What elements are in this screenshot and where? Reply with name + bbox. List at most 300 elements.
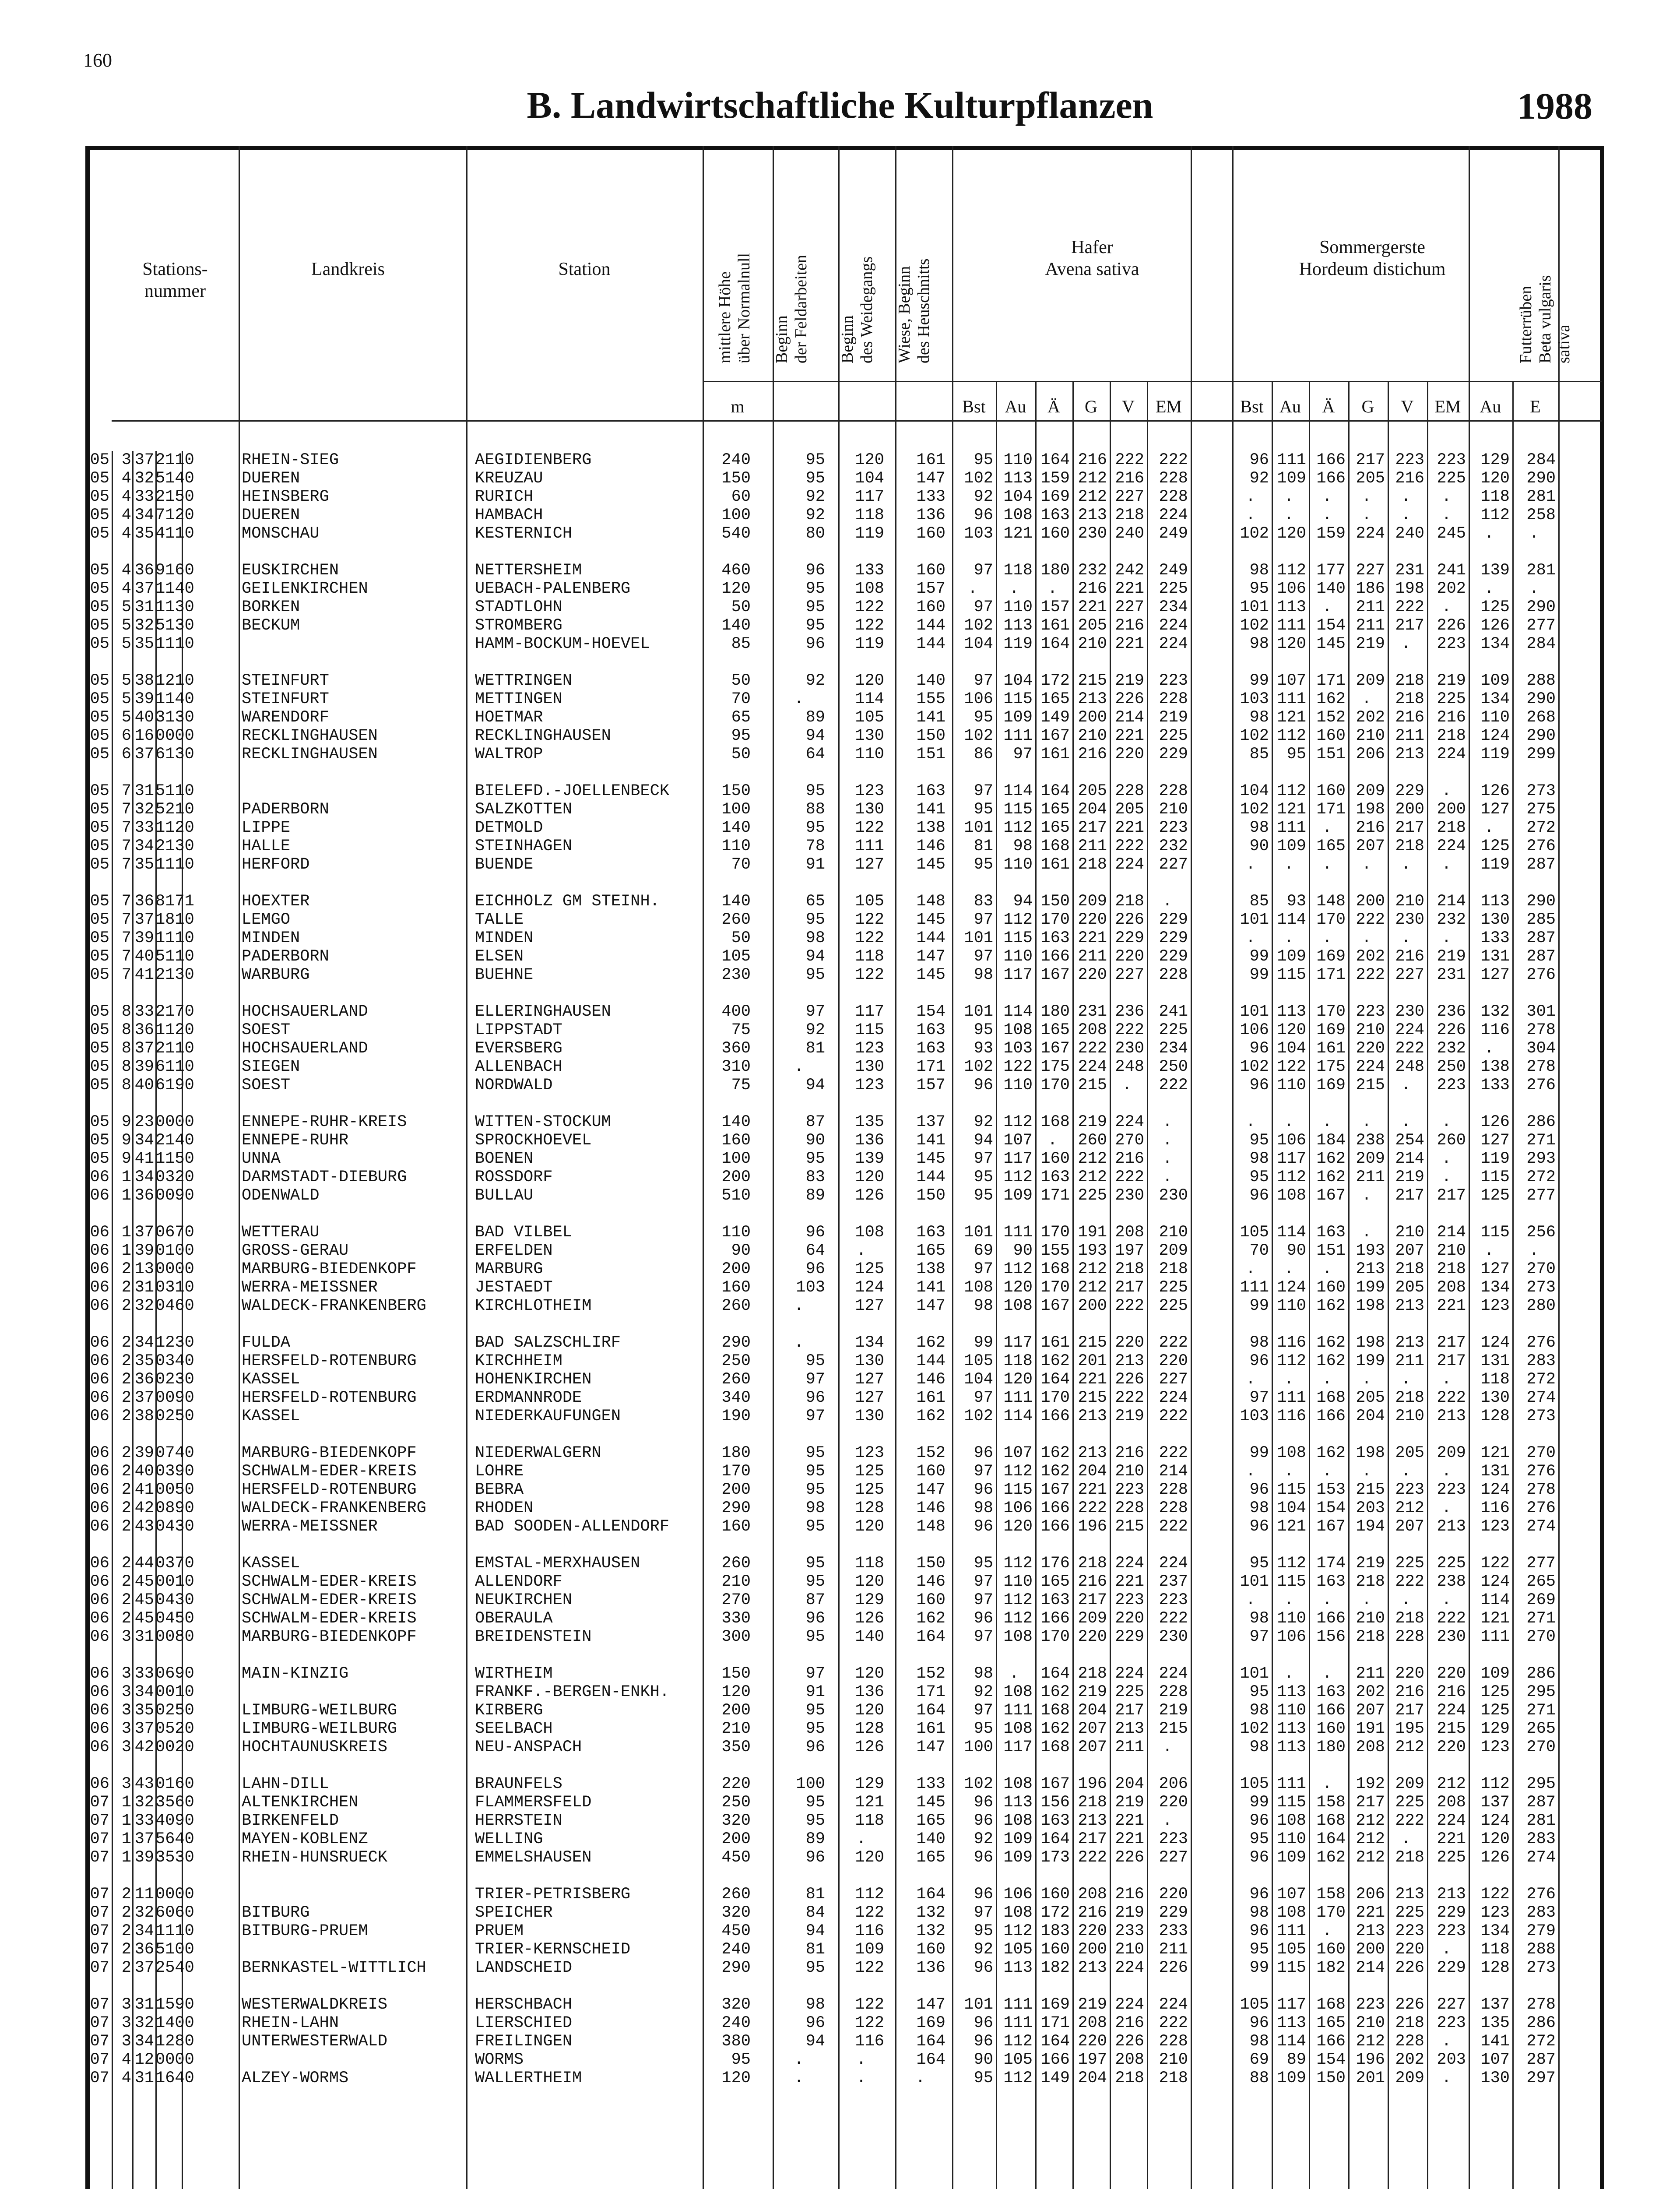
table-cell: 118	[855, 1554, 884, 1573]
table-cell: 95	[805, 1554, 825, 1573]
table-cell: 0450	[155, 1609, 194, 1628]
table-cell: 222	[1159, 1407, 1188, 1425]
table-cell: 279	[1526, 1922, 1556, 1940]
table-cell: 171	[1316, 800, 1346, 819]
table-cell: 150	[721, 469, 751, 488]
table-cell: 162	[1040, 1720, 1070, 1738]
table-cell: 3	[121, 451, 131, 469]
table-cell: 128	[855, 1499, 884, 1517]
table-cell: MARBURG-BIEDENKOPF	[242, 1260, 417, 1278]
table-cell: 0340	[155, 1352, 194, 1370]
table-cell: 225	[1078, 1186, 1107, 1205]
table-cell: 217	[1115, 1701, 1144, 1720]
table-cell: 207	[1356, 1701, 1385, 1720]
table-cell: 160	[1316, 1940, 1346, 1959]
table-cell: 320	[721, 1904, 751, 1922]
table-cell: 5	[121, 708, 131, 727]
table-cell: 163	[916, 1021, 945, 1039]
table-cell: HERRSTEIN	[475, 1812, 562, 1830]
table-cell: 222	[1078, 1848, 1107, 1867]
table-row	[0, 1407, 1680, 1425]
table-cell: 166	[1316, 469, 1346, 488]
table-cell: 96	[805, 1848, 825, 1867]
table-row	[0, 1186, 1680, 1205]
table-cell: 127	[855, 1370, 884, 1389]
table-cell: 120	[855, 1517, 884, 1536]
table-cell: 228	[1159, 1499, 1188, 1517]
table-cell: 06	[90, 1738, 109, 1756]
table-cell: 120	[855, 451, 884, 469]
table-cell: 7	[121, 837, 131, 855]
table-cell: TALLE	[475, 911, 524, 929]
table-cell: 97	[974, 1462, 993, 1481]
table-cell: 07	[90, 2014, 109, 2032]
table-cell: 144	[916, 929, 945, 947]
table-cell: 108	[1003, 1775, 1033, 1793]
table-cell: 218	[1395, 672, 1424, 690]
table-cell: 151	[1316, 745, 1346, 764]
table-cell: .	[794, 2051, 804, 2069]
table-cell: 225	[1159, 1278, 1188, 1297]
table-cell: 223	[1437, 635, 1466, 653]
table-cell: 98	[974, 1499, 993, 1517]
table-cell: 1	[121, 1186, 131, 1205]
table-cell: 163	[1316, 1223, 1346, 1242]
table-cell: 96	[1249, 451, 1269, 469]
table-cell: 320	[721, 1812, 751, 1830]
table-cell: HERSFELD-ROTENBURG	[242, 1352, 417, 1370]
table-cell: 129	[1480, 1720, 1510, 1738]
table-cell: 95	[805, 580, 825, 598]
table-cell: 224	[1437, 1701, 1466, 1720]
table-cell: 127	[1480, 1131, 1510, 1150]
table-cell: 90	[731, 1242, 751, 1260]
table-cell: 224	[1115, 1959, 1144, 1977]
table-cell: 105	[1240, 1995, 1269, 2014]
table-cell: 106	[1277, 1131, 1306, 1150]
table-cell: 124	[1480, 1573, 1510, 1591]
table-cell: 214	[1159, 1462, 1188, 1481]
table-cell: WARENDORF	[242, 708, 329, 727]
table-cell: 0160	[155, 1775, 194, 1793]
table-cell: 191	[1078, 1223, 1107, 1242]
table-cell: 283	[1526, 1904, 1556, 1922]
table-cell: 202	[1395, 2051, 1424, 2069]
table-cell: 120	[1003, 1278, 1033, 1297]
table-cell: 37	[134, 1959, 154, 1977]
table-cell: 217	[1356, 1793, 1385, 1812]
table-cell: 276	[1526, 1462, 1556, 1481]
table-cell: LAHN-DILL	[242, 1775, 329, 1793]
table-cell: 204	[1115, 1775, 1144, 1793]
table-cell: 99	[1249, 1793, 1269, 1812]
table-cell: 225	[1159, 1297, 1188, 1315]
table-cell: 3	[121, 1701, 131, 1720]
table-cell: 234	[1159, 598, 1188, 616]
table-cell: 171	[1316, 966, 1346, 984]
table-cell: 05	[90, 672, 109, 690]
table-cell: 121	[1480, 1609, 1510, 1628]
table-cell: 166	[1316, 1609, 1346, 1628]
table-cell: 129	[1480, 451, 1510, 469]
table-cell: 108	[1003, 1297, 1033, 1315]
table-cell: 6060	[155, 1904, 194, 1922]
table-cell: 108	[1003, 1904, 1033, 1922]
table-cell: 108	[855, 580, 884, 598]
table-cell: 05	[90, 598, 109, 616]
table-cell: 225	[1159, 580, 1188, 598]
table-cell: 110	[1003, 855, 1033, 874]
table-cell: 166	[1040, 1609, 1070, 1628]
table-cell: 222	[1395, 598, 1424, 616]
table-cell: 90	[974, 2051, 993, 2069]
table-cell: 107	[1277, 672, 1306, 690]
table-cell: 07	[90, 1922, 109, 1940]
table-cell: .	[1401, 635, 1411, 653]
table-cell: BIRKENFELD	[242, 1812, 339, 1830]
sub-header-cell: G	[1361, 397, 1374, 416]
table-cell: 221	[1078, 1481, 1107, 1499]
table-cell: 104	[855, 469, 884, 488]
table-row	[0, 1683, 1680, 1701]
table-cell: .	[1401, 1830, 1411, 1848]
table-cell: 125	[1480, 1186, 1510, 1205]
table-cell: .	[1047, 580, 1058, 598]
table-cell: 141	[916, 800, 945, 819]
table-cell: .	[1322, 506, 1332, 524]
table-cell: 216	[1356, 819, 1385, 837]
table-cell: KASSEL	[242, 1407, 300, 1425]
table-cell: BUEHNE	[475, 966, 534, 984]
table-cell: 06	[90, 1278, 109, 1297]
table-cell: 163	[1040, 1168, 1070, 1186]
table-cell: 99	[1249, 947, 1269, 966]
table-cell: 0390	[155, 1462, 194, 1481]
table-cell: 258	[1526, 506, 1556, 524]
table-cell: 204	[1356, 1407, 1385, 1425]
table-cell: 114	[1003, 782, 1033, 800]
table-cell: 96	[1249, 1517, 1269, 1536]
table-cell: 301	[1526, 1003, 1556, 1021]
table-cell: 218	[1395, 1848, 1424, 1867]
table-cell: 106	[1277, 580, 1306, 598]
table-cell: 211	[1078, 837, 1107, 855]
table-cell: 114	[1277, 2032, 1306, 2051]
table-cell: 95	[1286, 745, 1306, 764]
table-cell: 31	[134, 2069, 154, 2087]
table-cell: 161	[916, 1389, 945, 1407]
table-cell: 229	[1159, 1904, 1188, 1922]
table-cell: 222	[1115, 1021, 1144, 1039]
table-cell: 127	[855, 855, 884, 874]
table-cell: 123	[1480, 1297, 1510, 1315]
table-cell: 226	[1437, 1021, 1466, 1039]
table-cell: 223	[1159, 672, 1188, 690]
table-cell: 162	[1316, 1334, 1346, 1352]
table-cell: 40	[134, 1462, 154, 1481]
table-cell: 225	[1437, 690, 1466, 708]
table-cell: 162	[1316, 1150, 1346, 1168]
table-cell: 05	[90, 524, 109, 543]
table-cell: 113	[1277, 1720, 1306, 1738]
table-cell: 125	[1480, 598, 1510, 616]
table-cell: .	[1361, 1370, 1372, 1389]
table-cell: 278	[1526, 1058, 1556, 1076]
table-cell: 174	[1316, 1554, 1346, 1573]
table-cell: 250	[1437, 1058, 1466, 1076]
table-cell: 95	[1249, 1168, 1269, 1186]
table-cell: 5	[121, 616, 131, 635]
table-cell: 96	[974, 1481, 993, 1499]
table-cell: 91	[805, 1683, 825, 1701]
table-cell: 2	[121, 1904, 131, 1922]
table-cell: 228	[1159, 488, 1188, 506]
table-cell: 2	[121, 1885, 131, 1904]
table-cell: 223	[1159, 1591, 1188, 1609]
table-cell: 205	[1078, 616, 1107, 635]
table-cell: 108	[855, 1223, 884, 1242]
table-cell: 218	[1437, 819, 1466, 837]
table-cell: 229	[1115, 929, 1144, 947]
table-cell: 213	[1356, 1922, 1385, 1940]
table-cell: 133	[916, 488, 945, 506]
table-row	[0, 1168, 1680, 1186]
table-cell: 102	[1240, 1058, 1269, 1076]
table-cell: 120	[855, 1665, 884, 1683]
table-cell: 88	[805, 800, 825, 819]
table-cell: 295	[1526, 1775, 1556, 1793]
table-cell: 278	[1526, 1481, 1556, 1499]
table-cell: 104	[964, 1370, 993, 1389]
table-cell: 64	[805, 745, 825, 764]
table-cell: 104	[1277, 1039, 1306, 1058]
table-cell: 283	[1526, 1830, 1556, 1848]
table-cell: 224	[1159, 1665, 1188, 1683]
table-cell: 215	[1078, 1389, 1107, 1407]
table-cell: 219	[1159, 1701, 1188, 1720]
table-cell: 95	[805, 1793, 825, 1812]
table-cell: 167	[1040, 1297, 1070, 1315]
table-cell: 126	[855, 1186, 884, 1205]
table-cell: 221	[1115, 1573, 1144, 1591]
table-cell: 84	[805, 1904, 825, 1922]
table-cell: 120	[855, 1848, 884, 1867]
table-cell: .	[1361, 1223, 1372, 1242]
table-cell: 120	[1277, 524, 1306, 543]
header-hafer: Hafer Avena sativa	[1045, 237, 1139, 280]
table-cell: 06	[90, 1223, 109, 1242]
table-cell: 50	[731, 745, 751, 764]
table-cell: 97	[974, 561, 993, 580]
table-cell: DUEREN	[242, 469, 300, 488]
table-cell: 218	[1115, 892, 1144, 911]
table-cell: 205	[1115, 800, 1144, 819]
table-cell: 167	[1316, 1186, 1346, 1205]
table-cell: .	[1322, 1665, 1332, 1683]
table-cell: 0520	[155, 1720, 194, 1738]
table-cell: 211	[1356, 1168, 1385, 1186]
table-cell: 131	[1480, 1352, 1510, 1370]
table-cell: 116	[1480, 1021, 1510, 1039]
table-cell: 89	[805, 1830, 825, 1848]
table-cell: 222	[1395, 1039, 1424, 1058]
table-cell: 400	[721, 1003, 751, 1021]
table-cell: 172	[1040, 672, 1070, 690]
table-cell: 90	[1286, 1242, 1306, 1260]
table-cell: 103	[1240, 690, 1269, 708]
table-cell: 274	[1526, 1848, 1556, 1867]
table-cell: 102	[964, 1058, 993, 1076]
table-cell: 136	[855, 1131, 884, 1150]
table-cell: 119	[1480, 855, 1510, 874]
table-cell: .	[1441, 1113, 1452, 1131]
table-cell: 119	[855, 524, 884, 543]
table-cell: 32	[134, 800, 154, 819]
table-cell: 225	[1395, 1793, 1424, 1812]
table-cell: 110	[1003, 947, 1033, 966]
table-cell: 122	[1277, 1058, 1306, 1076]
table-cell: .	[1322, 1922, 1332, 1940]
table-cell: 70	[731, 690, 751, 708]
table-cell: 137	[1480, 1995, 1510, 2014]
table-cell: RECKLINGHAUSEN	[242, 745, 378, 764]
table-cell: 85	[1249, 745, 1269, 764]
table-cell: 45	[134, 1591, 154, 1609]
table-cell: 96	[974, 1076, 993, 1094]
table-cell: 118	[1480, 1940, 1510, 1959]
table-cell: 241	[1159, 1003, 1188, 1021]
table-cell: 163	[916, 1039, 945, 1058]
table-cell: 204	[1078, 1462, 1107, 1481]
table-cell: 208	[1115, 2051, 1144, 2069]
table-cell: 160	[721, 1278, 751, 1297]
table-cell: 119	[1480, 1150, 1510, 1168]
table-cell: 111	[1003, 1389, 1033, 1407]
table-cell: 06	[90, 1370, 109, 1389]
table-cell: 162	[916, 1334, 945, 1352]
table-cell: 217	[1395, 819, 1424, 837]
table-cell: 06	[90, 1389, 109, 1407]
table-cell: 107	[1277, 1885, 1306, 1904]
table-cell: 164	[1040, 782, 1070, 800]
table-cell: 2	[121, 1959, 131, 1977]
table-cell: 205	[1395, 1278, 1424, 1297]
table-cell: 212	[1078, 488, 1107, 506]
table-row	[0, 1573, 1680, 1591]
table-cell: 95	[1249, 1830, 1269, 1848]
table-cell: 287	[1526, 855, 1556, 874]
table-cell: 139	[855, 1150, 884, 1168]
table-cell: 97	[974, 1591, 993, 1609]
table-cell: 202	[1356, 708, 1385, 727]
table-cell: 1280	[155, 2032, 194, 2051]
table-cell: 2	[121, 1297, 131, 1315]
table-cell: 166	[1040, 1517, 1070, 1536]
table-cell: 220	[1115, 745, 1144, 764]
table-cell: 98	[1249, 1499, 1269, 1517]
table-cell: 113	[1003, 469, 1033, 488]
table-cell: SIEGEN	[242, 1058, 300, 1076]
table-cell: 126	[1480, 616, 1510, 635]
table-row	[0, 1131, 1680, 1150]
table-cell: 219	[1078, 1995, 1107, 2014]
table-cell: 210	[1395, 1407, 1424, 1425]
table-cell: 98	[805, 1499, 825, 1517]
table-cell: 05	[90, 690, 109, 708]
table-cell: 195	[1395, 1720, 1424, 1738]
table-cell: .	[1401, 1370, 1411, 1389]
table-cell: 212	[1356, 2032, 1385, 2051]
table-cell: 222	[1395, 1812, 1424, 1830]
table-cell: 216	[1115, 2014, 1144, 2032]
table-cell: 1	[121, 1242, 131, 1260]
table-cell: 110	[1277, 1830, 1306, 1848]
table-cell: 3	[121, 2032, 131, 2051]
table-cell: 9160	[155, 561, 194, 580]
table-cell: 166	[1040, 1499, 1070, 1517]
table-cell: 290	[1526, 469, 1556, 488]
table-cell: WIRTHEIM	[475, 1665, 553, 1683]
table-cell: 112	[1277, 727, 1306, 745]
table-cell: 170	[1040, 1628, 1070, 1646]
table-row	[0, 1462, 1680, 1481]
table-cell: 9	[121, 1150, 131, 1168]
table-row	[0, 1297, 1680, 1315]
table-cell: 227	[1356, 561, 1385, 580]
table-cell: 111	[1277, 1389, 1306, 1407]
table-cell: 115	[1003, 1481, 1033, 1499]
table-cell: 221	[1115, 1830, 1144, 1848]
table-cell: 138	[916, 819, 945, 837]
table-cell: 227	[1115, 488, 1144, 506]
table-cell: 154	[1316, 1499, 1346, 1517]
table-cell: 123	[855, 1076, 884, 1094]
table-cell: 110	[1003, 1573, 1033, 1591]
table-cell: 240	[721, 451, 751, 469]
table-cell: 7	[121, 782, 131, 800]
table-cell: .	[794, 1297, 804, 1315]
table-cell: 05	[90, 727, 109, 745]
table-cell: 44	[134, 1554, 154, 1573]
table-row	[0, 635, 1680, 653]
table-cell: 96	[974, 1444, 993, 1462]
table-cell: 218	[1356, 1573, 1385, 1591]
table-cell: 115	[1003, 929, 1033, 947]
table-cell: 162	[1316, 1352, 1346, 1370]
table-cell: 120	[1480, 469, 1510, 488]
table-cell: BITBURG-PRUEM	[242, 1922, 368, 1940]
table-cell: PADERBORN	[242, 947, 329, 966]
table-row	[0, 819, 1680, 837]
table-cell: 134	[1480, 1922, 1510, 1940]
table-cell: 8	[121, 1076, 131, 1094]
table-cell: 104	[964, 635, 993, 653]
table-cell: 270	[1115, 1131, 1144, 1150]
table-cell: 215	[1356, 1481, 1385, 1499]
table-cell: 140	[1316, 580, 1346, 598]
table-cell: 37	[134, 1223, 154, 1242]
table-cell: .	[1401, 1113, 1411, 1131]
table-cell: 95	[805, 1720, 825, 1738]
table-cell: 137	[1480, 1793, 1510, 1812]
table-cell: .	[1245, 1591, 1256, 1609]
table-cell: 1	[121, 1168, 131, 1186]
table-cell: 117	[1003, 1738, 1033, 1756]
table-cell: 144	[916, 1352, 945, 1370]
table-cell: 114	[1277, 1223, 1306, 1242]
table-cell: 107	[1003, 1131, 1033, 1150]
table-cell: 207	[1078, 1738, 1107, 1756]
